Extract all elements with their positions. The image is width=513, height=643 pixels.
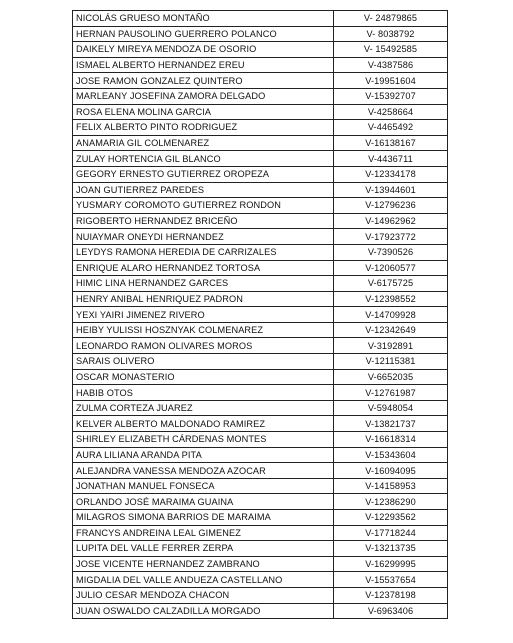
national-id-cell: V-12115381	[334, 354, 448, 370]
table-row	[73, 322, 448, 338]
table-row	[73, 587, 448, 603]
national-id-cell: V-6175725	[334, 276, 448, 292]
national-id-cell: V-12060577	[334, 260, 448, 276]
table-row	[73, 338, 448, 354]
table-row	[73, 494, 448, 510]
table-row	[73, 260, 448, 276]
national-id-cell: V-14158953	[334, 478, 448, 494]
table-row	[73, 385, 448, 401]
table-row	[73, 463, 448, 479]
person-name-cell: MILAGROS SIMONA BARRIOS DE MARAIMA	[73, 510, 334, 526]
table-row	[73, 510, 448, 526]
table-row	[73, 73, 448, 89]
national-id-cell: V-16138167	[334, 135, 448, 151]
roster-table	[72, 10, 448, 619]
national-id-cell: V-12398552	[334, 291, 448, 307]
national-id-cell: V-17718244	[334, 525, 448, 541]
roster-table-body	[73, 11, 448, 619]
national-id-cell: V-12796236	[334, 198, 448, 214]
table-row	[73, 135, 448, 151]
national-id-cell: V- 8038792	[334, 26, 448, 42]
table-row	[73, 57, 448, 73]
table-row	[73, 541, 448, 557]
person-name-cell: SHIRLEY ELIZABETH CÁRDENAS MONTES	[73, 432, 334, 448]
table-row	[73, 369, 448, 385]
person-name-cell: OSCAR MONASTERIO	[73, 369, 334, 385]
national-id-cell: V-4387586	[334, 57, 448, 73]
person-name-cell: GEGORY ERNESTO GUTIERREZ OROPEZA	[73, 166, 334, 182]
person-name-cell: YEXI YAIRI JIMENEZ RIVERO	[73, 307, 334, 323]
national-id-cell: V-12342649	[334, 322, 448, 338]
table-row	[73, 416, 448, 432]
national-id-cell: V-17923772	[334, 229, 448, 245]
table-row	[73, 166, 448, 182]
national-id-cell: V-14962962	[334, 213, 448, 229]
table-row	[73, 11, 448, 27]
person-name-cell: HEIBY YULISSI HOSZNYAK COLMENAREZ	[73, 322, 334, 338]
person-name-cell: SARAIS OLIVERO	[73, 354, 334, 370]
person-name-cell: JULIO CESAR MENDOZA CHACON	[73, 587, 334, 603]
national-id-cell: V-6963406	[334, 603, 448, 619]
table-row	[73, 572, 448, 588]
table-row	[73, 400, 448, 416]
national-id-cell: V-6652035	[334, 369, 448, 385]
table-row	[73, 229, 448, 245]
table-row	[73, 151, 448, 167]
person-name-cell: RIGOBERTO HERNANDEZ BRICEÑO	[73, 213, 334, 229]
table-row	[73, 213, 448, 229]
table-row	[73, 525, 448, 541]
person-name-cell: NUIAYMAR ONEYDI HERNANDEZ	[73, 229, 334, 245]
person-name-cell: ISMAEL ALBERTO HERNANDEZ EREU	[73, 57, 334, 73]
table-row	[73, 198, 448, 214]
person-name-cell: HERNAN PAUSOLINO GUERRERO POLANCO	[73, 26, 334, 42]
person-name-cell: HIMIC LINA HERNANDEZ GARCES	[73, 276, 334, 292]
person-name-cell: MIGDALIA DEL VALLE ANDUEZA CASTELLANO	[73, 572, 334, 588]
national-id-cell: V-16299995	[334, 556, 448, 572]
person-name-cell: ANAMARIA GIL COLMENAREZ	[73, 135, 334, 151]
person-name-cell: ALEJANDRA VANESSA MENDOZA AZOCAR	[73, 463, 334, 479]
person-name-cell: JONATHAN MANUEL FONSECA	[73, 478, 334, 494]
person-name-cell: YUSMARY COROMOTO GUTIERREZ RONDON	[73, 198, 334, 214]
national-id-cell: V-4465492	[334, 120, 448, 136]
national-id-cell: V-3192891	[334, 338, 448, 354]
table-row	[73, 307, 448, 323]
table-row	[73, 447, 448, 463]
table-row	[73, 244, 448, 260]
national-id-cell: V-12386290	[334, 494, 448, 510]
national-id-cell: V- 15492585	[334, 42, 448, 58]
person-name-cell: JUAN OSWALDO CALZADILLA MORGADO	[73, 603, 334, 619]
national-id-cell: V-16618314	[334, 432, 448, 448]
person-name-cell: DAIKELY MIREYA MENDOZA DE OSORIO	[73, 42, 334, 58]
national-id-cell: V-12334178	[334, 166, 448, 182]
person-name-cell: ZULMA CORTEZA JUAREZ	[73, 400, 334, 416]
national-id-cell: V-7390526	[334, 244, 448, 260]
national-id-cell: V-13821737	[334, 416, 448, 432]
table-row	[73, 291, 448, 307]
national-id-cell: V-15537654	[334, 572, 448, 588]
national-id-cell: V-15392707	[334, 88, 448, 104]
person-name-cell: KELVER ALBERTO MALDONADO RAMIREZ	[73, 416, 334, 432]
person-name-cell: FELIX ALBERTO PINTO RODRIGUEZ	[73, 120, 334, 136]
person-name-cell: AURA LILIANA ARANDA PITA	[73, 447, 334, 463]
person-name-cell: HABIB OTOS	[73, 385, 334, 401]
national-id-cell: V-13213735	[334, 541, 448, 557]
national-id-cell: V-4436711	[334, 151, 448, 167]
table-row	[73, 42, 448, 58]
national-id-cell: V-12293562	[334, 510, 448, 526]
person-name-cell: JOSE VICENTE HERNANDEZ ZAMBRANO	[73, 556, 334, 572]
table-row	[73, 556, 448, 572]
national-id-cell: V-14709928	[334, 307, 448, 323]
table-row	[73, 603, 448, 619]
national-id-cell: V-4258664	[334, 104, 448, 120]
national-id-cell: V-5948054	[334, 400, 448, 416]
national-id-cell: V-15343604	[334, 447, 448, 463]
person-name-cell: LEYDYS RAMONA HEREDIA DE CARRIZALES	[73, 244, 334, 260]
person-name-cell: MARLEANY JOSEFINA ZAMORA DELGADO	[73, 88, 334, 104]
person-name-cell: JOAN GUTIERREZ PAREDES	[73, 182, 334, 198]
person-name-cell: FRANCYS ANDREINA LEAL GIMENEZ	[73, 525, 334, 541]
table-row	[73, 88, 448, 104]
person-name-cell: LEONARDO RAMON OLIVARES MOROS	[73, 338, 334, 354]
person-name-cell: HENRY ANIBAL HENRIQUEZ PADRON	[73, 291, 334, 307]
national-id-cell: V-19951604	[334, 73, 448, 89]
table-row	[73, 354, 448, 370]
person-name-cell: ROSA ELENA MOLINA GARCIA	[73, 104, 334, 120]
national-id-cell: V-16094095	[334, 463, 448, 479]
national-id-cell: V- 24879865	[334, 11, 448, 27]
person-name-cell: JOSE RAMON GONZALEZ QUINTERO	[73, 73, 334, 89]
national-id-cell: V-12761987	[334, 385, 448, 401]
table-row	[73, 478, 448, 494]
table-row	[73, 432, 448, 448]
national-id-cell: V-12378198	[334, 587, 448, 603]
table-row	[73, 120, 448, 136]
national-id-cell: V-13944601	[334, 182, 448, 198]
table-row	[73, 276, 448, 292]
person-name-cell: NICOLÁS GRUESO MONTAÑO	[73, 11, 334, 27]
table-row	[73, 26, 448, 42]
table-row	[73, 182, 448, 198]
table-row	[73, 104, 448, 120]
person-name-cell: ENRIQUE ALARO HERNANDEZ TORTOSA	[73, 260, 334, 276]
person-name-cell: LUPITA DEL VALLE FERRER ZERPA	[73, 541, 334, 557]
person-name-cell: ORLANDO JOSÉ MARAIMA GUAINA	[73, 494, 334, 510]
person-name-cell: ZULAY HORTENCIA GIL BLANCO	[73, 151, 334, 167]
